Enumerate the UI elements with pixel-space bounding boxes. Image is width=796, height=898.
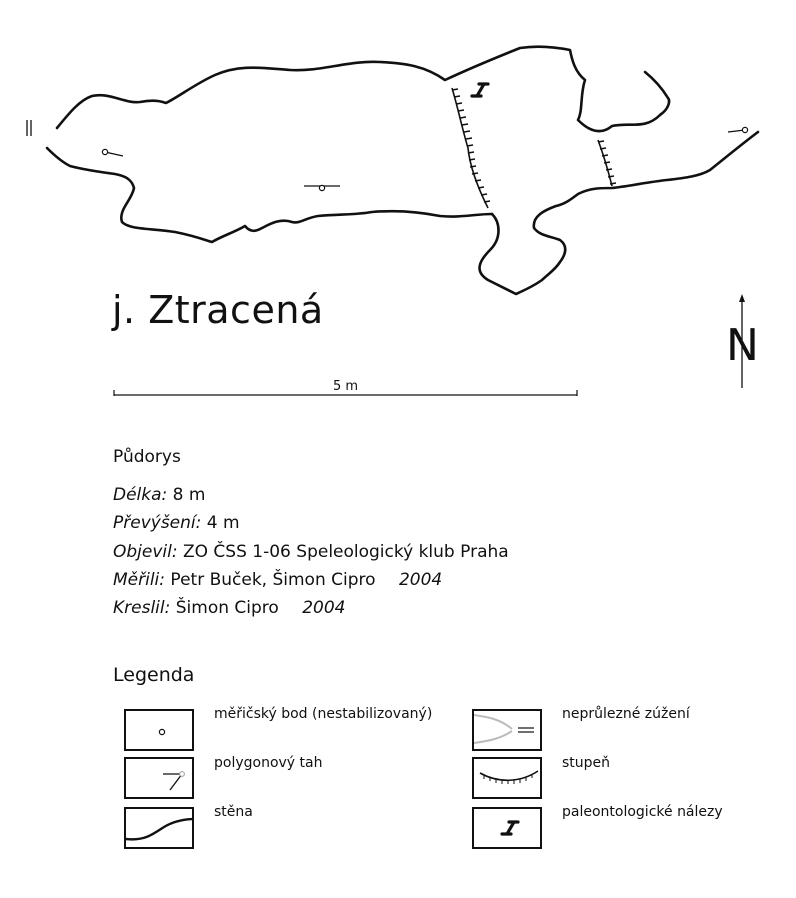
impassable-narrowing-icon [474,711,540,753]
cave-wall-lower-left [47,148,492,242]
info-objevil-value: ZO ČSS 1-06 Speleologický klub Praha [183,542,509,562]
survey-point-1 [102,149,123,156]
legend-label-step: stupeň [562,755,611,771]
info-objevil [113,542,509,562]
step-icon [474,759,540,801]
legend-box-impassable [472,709,542,751]
bone-icon [474,809,540,851]
pudorys-heading: Půdorys [113,447,181,467]
info-merili [113,570,442,590]
step-symbol [452,88,490,208]
info-prevyseni-value: 4 m [206,513,240,533]
legend-box-wall [124,807,194,849]
info-prevyseni [113,513,240,533]
survey-point-icon [126,711,192,749]
legend-box-paleo [472,807,542,849]
info-merili-value: Petr Buček, Šimon Cipro [170,570,376,590]
cave-wall-lower-right [480,132,758,294]
legend-label-impassable: neprůlezné zúžení [562,706,690,722]
scale-label: 5 m [333,379,359,394]
wall-icon [126,809,192,851]
legend-box-step [472,757,542,799]
legend-label-wall: stěna [214,804,253,820]
cave-wall-upper [57,47,669,131]
info-prevyseni-key: Převýšení: [113,513,202,533]
legend-heading: Legenda [113,664,195,686]
info-delka [113,485,205,505]
entrance-marker [27,120,31,136]
info-delka-key: Délka: [113,485,168,505]
survey-point-2 [304,185,340,190]
survey-point-3 [728,127,748,132]
legend-label-paleo: paleontologické nálezy [562,804,723,820]
info-kreslil-year: 2004 [302,598,346,618]
info-merili-year: 2004 [398,570,443,590]
legend-box-polygon [124,757,194,799]
info-delka-value: 8 m [172,485,206,505]
legend-box-survey-point [124,709,194,751]
info-kreslil-value: Šimon Cipro [175,598,279,618]
info-merili-key: Měřili: [113,570,166,590]
cave-plan-map [0,0,796,420]
step-symbol-right [598,140,616,186]
north-label: N [726,320,759,371]
info-objevil-key: Objevil: [113,542,178,562]
bone-find-symbol [472,84,488,96]
info-kreslil [113,598,346,618]
info-kreslil-key: Kreslil: [113,598,171,618]
legend-label-polygon: polygonový tah [214,755,323,771]
polygon-line-icon [126,759,192,801]
map-title: j. Ztracená [112,288,324,332]
legend-label-survey-point: měřičský bod (nestabilizovaný) [214,706,433,722]
